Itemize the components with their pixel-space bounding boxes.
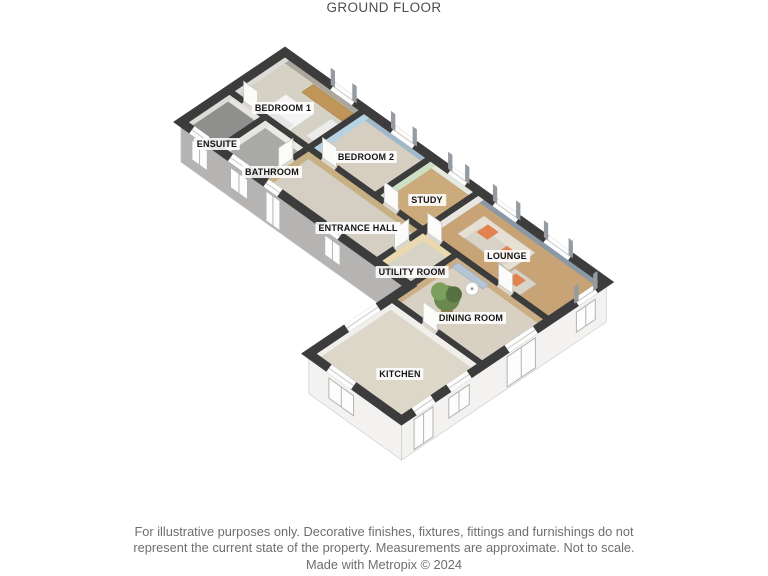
room-label-lounge: LOUNGE — [484, 250, 530, 262]
room-label-bedroom-1: BEDROOM 1 — [252, 102, 314, 114]
room-label-bedroom-2: BEDROOM 2 — [335, 151, 397, 163]
disclaimer-line-2: represent the current state of the property. Measurements are approximate. Not to scale. — [133, 540, 635, 556]
room-label-kitchen: KITCHEN — [376, 368, 423, 380]
room-label-dining-room: DINING ROOM — [436, 312, 506, 324]
disclaimer-line-1: For illustrative purposes only. Decorative finishes, fixtures, fittings and furnishings do not — [134, 524, 634, 539]
made-with-credit: Made with Metropix © 2024 — [306, 556, 462, 572]
disclaimer-text — [0, 524, 768, 573]
room-label-study: STUDY — [408, 194, 446, 206]
page-title: GROUND FLOOR — [326, 0, 442, 15]
room-label-ensuite: ENSUITE — [194, 138, 240, 150]
room-label-entrance-hall: ENTRANCE HALL — [315, 222, 400, 234]
room-label-bathroom: BATHROOM — [242, 166, 302, 178]
room-label-utility-room: UTILITY ROOM — [376, 266, 449, 278]
